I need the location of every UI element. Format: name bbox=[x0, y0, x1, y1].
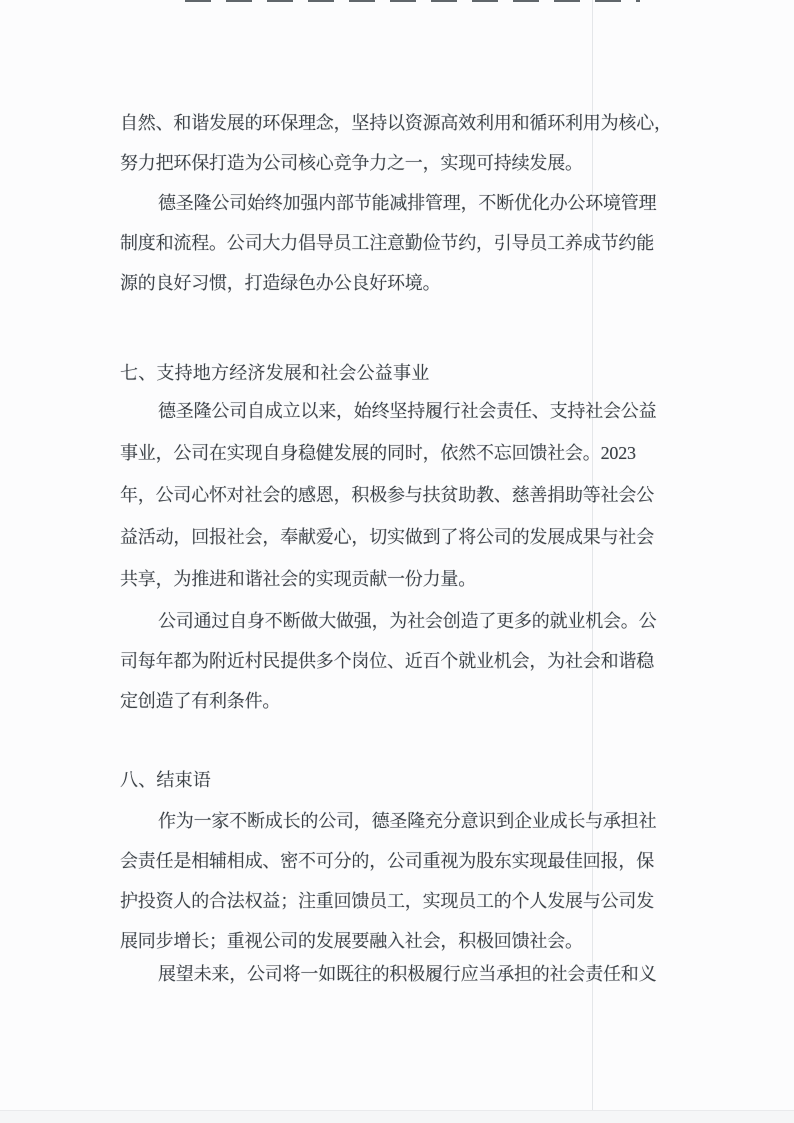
text-line: 护投资人的合法权益；注重回馈员工，实现员工的个人发展与公司发 bbox=[120, 891, 654, 911]
section-heading-7: 七、支持地方经济发展和社会公益事业 bbox=[120, 363, 430, 383]
text-line: 公司通过自身不断做大做强，为社会创造了更多的就业机会。公 bbox=[158, 611, 657, 631]
paragraph-environment bbox=[120, 103, 685, 303]
scan-top-edge-artifact bbox=[185, 0, 640, 2]
text-line: 会责任是相辅相成、密不可分的，公司重视为股东实现最佳回报，保 bbox=[120, 851, 654, 871]
text-line: 自然、和谐发展的环保理念，坚持以资源高效利用和循环利用为核心， bbox=[120, 113, 672, 133]
text-line: 事业，公司在实现自身稳健发展的同时，依然不忘回馈社会。2023 bbox=[120, 443, 636, 463]
text-line: 努力把环保打造为公司核心竞争力之一，实现可持续发展。 bbox=[120, 153, 583, 173]
paragraph-employment bbox=[120, 601, 685, 721]
text-line: 共享，为推进和谐社会的实现贡献一份力量。 bbox=[120, 569, 476, 589]
paragraph-conclusion bbox=[120, 801, 685, 961]
text-line: 德圣隆公司自成立以来，始终坚持履行社会责任、支持社会公益 bbox=[158, 401, 657, 421]
text-line: 司每年都为附近村民提供多个岗位、近百个就业机会，为社会和谐稳 bbox=[120, 651, 654, 671]
text-line: 作为一家不断成长的公司，德圣隆充分意识到企业成长与承担社 bbox=[158, 811, 657, 831]
text-line: 源的良好习惯，打造绿色办公良好环境。 bbox=[120, 273, 441, 293]
section-heading-8: 八、结束语 bbox=[120, 770, 211, 790]
text-line: 展望未来，公司将一如既往的积极履行应当承担的社会责任和义 bbox=[158, 964, 657, 984]
text-line: 制度和流程。公司大力倡导员工注意勤俭节约，引导员工养成节约能 bbox=[120, 233, 654, 253]
text-line: 年，公司心怀对社会的感恩，积极参与扶贫助教、慈善捐助等社会公 bbox=[120, 485, 654, 505]
paragraph-social-welfare bbox=[120, 390, 685, 600]
text-line: 展同步增长；重视公司的发展要融入社会，积极回馈社会。 bbox=[120, 931, 583, 951]
scan-bottom-edge-artifact bbox=[0, 1110, 794, 1123]
text-line: 德圣隆公司始终加强内部节能减排管理，不断优化办公环境管理 bbox=[158, 193, 657, 213]
text-line: 益活动，回报社会，奉献爱心，切实做到了将公司的发展成果与社会 bbox=[120, 527, 654, 547]
text-line: 定创造了有利条件。 bbox=[120, 691, 281, 711]
paragraph-outlook bbox=[120, 954, 685, 994]
